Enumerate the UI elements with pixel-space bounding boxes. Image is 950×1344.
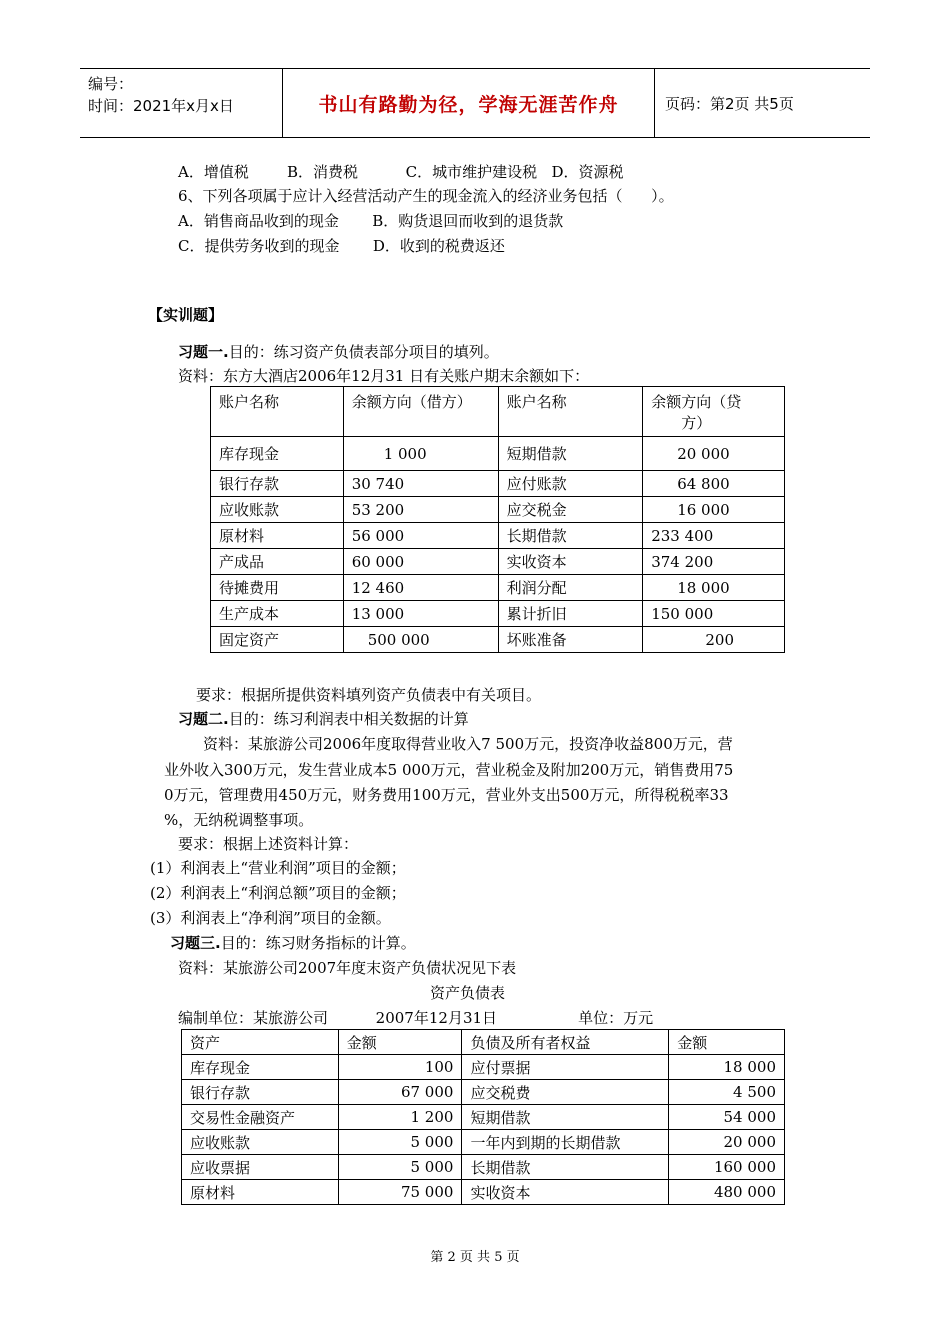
header-cell: 余额方向（借方） xyxy=(343,387,498,437)
table-cell: 18 000 xyxy=(669,1055,785,1080)
table-cell: 60 000 xyxy=(343,549,498,575)
table-cell: 20 000 xyxy=(669,1130,785,1155)
table-cell: 长期借款 xyxy=(498,523,643,549)
table-cell: 18 000 xyxy=(643,575,785,601)
table-cell: 20 000 xyxy=(643,437,785,471)
header-meta xyxy=(80,69,283,137)
table-cell: 500 000 xyxy=(343,627,498,653)
table-cell: 75 000 xyxy=(338,1180,462,1205)
number-label: 编号： xyxy=(88,75,134,93)
table-cell: 交易性金融资产 xyxy=(182,1105,339,1130)
ex2-heading xyxy=(178,709,469,729)
ex3-unit-line: 编制单位：某旅游公司 2007年12月31日 单位：万元 xyxy=(178,1009,654,1027)
header-cell: 账户名称 xyxy=(498,387,643,437)
header-cell: 金额 xyxy=(669,1030,785,1055)
table-row xyxy=(211,497,785,523)
ex1-purpose: 目的：练习资产负债表部分项目的填列。 xyxy=(228,343,499,361)
ex3-purpose: 目的：练习财务指标的计算。 xyxy=(220,934,416,952)
ex2-item: (3）利润表上“净利润”项目的金额。 xyxy=(150,909,391,927)
table-cell: 480 000 xyxy=(669,1180,785,1205)
ex2-material-line: 0万元，管理费用450万元，财务费用100万元，营业外支出500万元，所得税税率33 xyxy=(164,786,729,804)
ex1-table xyxy=(210,386,785,653)
table-row xyxy=(182,1105,785,1130)
time-label: 时间：2021年x月x日 xyxy=(88,97,234,115)
table-cell: 短期借款 xyxy=(498,437,643,471)
table-cell: 16 000 xyxy=(643,497,785,523)
table-cell: 233 400 xyxy=(643,523,785,549)
ex1-heading xyxy=(178,342,499,362)
table-row xyxy=(211,601,785,627)
table-cell: 待摊费用 xyxy=(211,575,344,601)
ex1-material: 资料：东方大酒店2006年12月31 日有关账户期末余额如下： xyxy=(178,367,590,385)
table-cell: 短期借款 xyxy=(462,1105,669,1130)
table-cell: 库存现金 xyxy=(182,1055,339,1080)
header-cell: 金额 xyxy=(338,1030,462,1055)
table-cell: 生产成本 xyxy=(211,601,344,627)
table-cell: 1 000 xyxy=(343,437,498,471)
table-cell: 54 000 xyxy=(669,1105,785,1130)
q6-options-cd: C．提供劳务收到的现金 D．收到的税费返还 xyxy=(178,237,505,255)
ex2-item: (2）利润表上“利润总额”项目的金额； xyxy=(150,884,406,902)
ex3-heading xyxy=(170,933,416,953)
ex2-material-line: 资料：某旅游公司2006年度取得营业收入7 500万元，投资净收益800万元，营 xyxy=(203,735,733,753)
table-cell: 一年内到期的长期借款 xyxy=(462,1130,669,1155)
table-header-row xyxy=(182,1030,785,1055)
q6-options-ab: A．销售商品收到的现金 B．购货退回而收到的退货款 xyxy=(178,212,564,230)
table-cell: 64 800 xyxy=(643,471,785,497)
table-cell: 应交税金 xyxy=(498,497,643,523)
previous-choices: A．增值税 B．消费税 C．城市维护建设税 D．资源税 xyxy=(178,163,624,181)
table-row xyxy=(211,575,785,601)
table-cell: 5 000 xyxy=(338,1130,462,1155)
header-cell-line: 方） xyxy=(681,414,712,432)
section-title: 【实训题】 xyxy=(148,306,224,324)
table-cell: 13 000 xyxy=(343,601,498,627)
header-page-label: 页码：第2页 共5页 xyxy=(665,94,794,113)
table-row xyxy=(211,627,785,653)
header-cell: 资产 xyxy=(182,1030,339,1055)
table-cell: 150 000 xyxy=(643,601,785,627)
table-cell: 实收资本 xyxy=(498,549,643,575)
table-row xyxy=(182,1155,785,1180)
table-cell: 固定资产 xyxy=(211,627,344,653)
table-cell: 应收账款 xyxy=(211,497,344,523)
q6-stem: 6、下列各项属于应计入经营活动产生的现金流入的经济业务包括（ ）。 xyxy=(178,187,674,205)
table-cell: 56 000 xyxy=(343,523,498,549)
table-row xyxy=(182,1130,785,1155)
ex2-material-line: 业外收入300万元，发生营业成本5 000万元，营业税金及附加200万元，销售费用75 xyxy=(164,761,734,779)
table-cell: 应交税费 xyxy=(462,1080,669,1105)
table-cell: 应付票据 xyxy=(462,1055,669,1080)
table-row xyxy=(211,549,785,575)
table-cell: 应付账款 xyxy=(498,471,643,497)
ex2-purpose: 目的：练习利润表中相关数据的计算 xyxy=(228,710,469,728)
table-row xyxy=(211,523,785,549)
table-cell: 67 000 xyxy=(338,1080,462,1105)
table-cell: 长期借款 xyxy=(462,1155,669,1180)
table-row xyxy=(211,437,785,471)
ex2-material-line: %，无纳税调整事项。 xyxy=(164,811,314,829)
header-cell xyxy=(643,387,785,437)
table-row xyxy=(182,1080,785,1105)
header-cell-line: 余额方向（贷 xyxy=(651,393,742,411)
ex3-title: 习题三. xyxy=(170,934,221,952)
ex3-table-title: 资产负债表 xyxy=(430,984,506,1002)
table-row xyxy=(182,1055,785,1080)
ex3-table xyxy=(181,1029,785,1205)
table-cell: 160 000 xyxy=(669,1155,785,1180)
table-cell: 12 460 xyxy=(343,575,498,601)
table-header-row xyxy=(211,387,785,437)
header-cell: 负债及所有者权益 xyxy=(462,1030,669,1055)
ex3-material: 资料：某旅游公司2007年度末资产负债状况见下表 xyxy=(178,959,517,977)
table-cell: 5 000 xyxy=(338,1155,462,1180)
table-cell: 1 200 xyxy=(338,1105,462,1130)
table-cell: 30 740 xyxy=(343,471,498,497)
table-cell: 实收资本 xyxy=(462,1180,669,1205)
table-cell: 53 200 xyxy=(343,497,498,523)
table-cell: 银行存款 xyxy=(211,471,344,497)
table-cell: 原材料 xyxy=(211,523,344,549)
table-cell: 应收账款 xyxy=(182,1130,339,1155)
table-row xyxy=(211,471,785,497)
header-cell: 账户名称 xyxy=(211,387,344,437)
ex1-requirement: 要求：根据所提供资料填列资产负债表中有关项目。 xyxy=(196,686,542,704)
ex1-title: 习题一. xyxy=(178,343,229,361)
ex2-item: (1）利润表上“营业利润”项目的金额； xyxy=(150,859,406,877)
page-footer: 第 2 页 共 5 页 xyxy=(430,1250,520,1265)
table-cell: 374 200 xyxy=(643,549,785,575)
ex2-requirement: 要求：根据上述资料计算： xyxy=(178,835,359,853)
table-cell: 累计折旧 xyxy=(498,601,643,627)
table-cell: 库存现金 xyxy=(211,437,344,471)
table-cell: 原材料 xyxy=(182,1180,339,1205)
table-cell: 坏账准备 xyxy=(498,627,643,653)
page-header xyxy=(80,68,870,138)
table-row xyxy=(182,1180,785,1205)
ex2-title: 习题二. xyxy=(178,710,229,728)
table-cell: 产成品 xyxy=(211,549,344,575)
table-cell: 应收票据 xyxy=(182,1155,339,1180)
header-motto: 书山有路勤为径，学海无涯苦作舟 xyxy=(283,69,655,137)
table-cell: 200 xyxy=(643,627,785,653)
table-cell: 4 500 xyxy=(669,1080,785,1105)
table-cell: 利润分配 xyxy=(498,575,643,601)
table-cell: 100 xyxy=(338,1055,462,1080)
table-cell: 银行存款 xyxy=(182,1080,339,1105)
